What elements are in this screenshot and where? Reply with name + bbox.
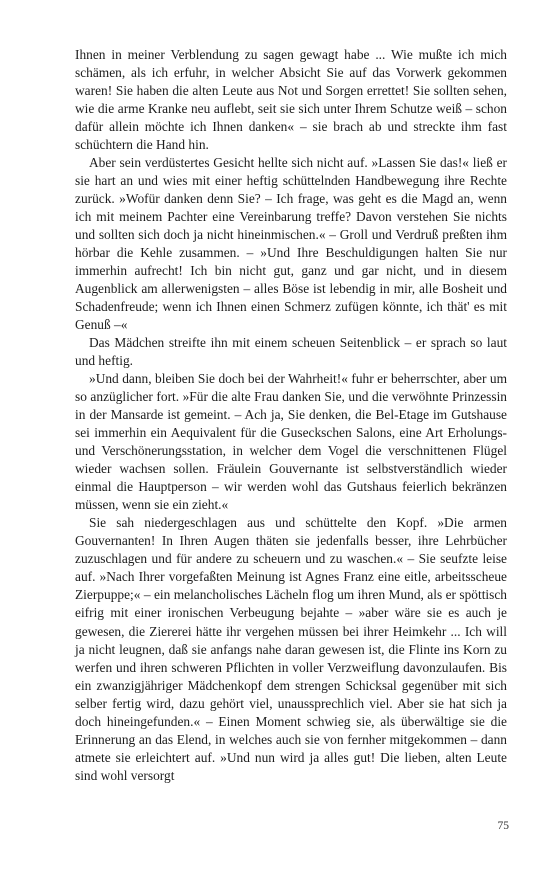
book-page-text	[75, 46, 507, 785]
paragraph-2: Aber sein verdüstertes Gesicht hellte sich nicht auf. »Lassen Sie das!« ließ er sie hart an und wies mit einer heftig schüttelnden Handbewegung ihre Rechte zurück. »Wofür danken denn Sie? – Ich frage, was geht es die Magd an, wenn ich mit meinem Pachter eine Vereinbarung treffe? Davon verstehen Sie nichts und sollten sich doch ja nicht hineinmischen.« – Groll und Verdruß preßten ihm hörbar die Kehle zusammen. – »Und Ihre Beschuldigungen halten Sie nur immerhin aufrecht! Ich bin nicht gut, ganz und gar nicht, und in diesem Augenblick am allerwenigsten – alles Böse ist lebendig in mir, alle Bosheit und Schadenfreude; wenn ich Ihnen einen Schmerz zufügen könnte, ich thät' es mit Genuß –«	[75, 155, 507, 333]
paragraph-3: Das Mädchen streifte ihn mit einem scheuen Seitenblick – er sprach so laut und heftig.	[75, 335, 507, 369]
paragraph-4: »Und dann, bleiben Sie doch bei der Wahrheit!« fuhr er beherrschter, aber um so anzüglicher fort. »Für die alte Frau danken Sie, und die verwöhnte Prinzessin in der Mansarde ist gemeint. – Ach ja, Sie denken, die Bel-Etage im Gutshause sei immerhin ein Aequivalent für die Guseckschen Salons, eine Art Erholungs- und Verschönerungsstation, in welcher dem Vogel die verschnittenen Flügel wieder wachsen sollen. Fräulein Gouvernante ist selbstverständlich wieder einmal die Hauptperson – wir werden wohl das Gutshaus feierlich bekränzen müssen, wenn sie ein zieht.«	[75, 371, 507, 513]
paragraph-5: Sie sah niedergeschlagen aus und schüttelte den Kopf. »Die armen Gouvernanten! In Ihren Augen thäten sie jedenfalls besser, ihre Lehrbücher zuzuschlagen und für andere zu scheuern und zu waschen.« – Sie seufzte leise auf. »Nach Ihrer vorgefaßten Meinung ist Agnes Franz eine eitle, arbeitsscheue Zierpuppe;« – ein melancholisches Lächeln flog um ihren Mund, als er spöttisch eifrig mit einer ironischen Verbeugung bejahte – »aber wäre sie es auch je gewesen, die Ziererei hätte ihr vergehen müssen bei ihrer Heimkehr ... Ich will ja nicht leugnen, daß sie anfangs nahe daran gewesen ist, die Flinte ins Korn zu werfen und ihren schweren Pflichten in voller Verzweiflung davonzulaufen. Bis ein zwanzigjähriger Mädchenkopf dem strengen Schicksal gegenüber mit sich selber fertig wird, dazu gehört viel, unaussprechlich viel. Aber sie hat sich ja doch hineingefunden.« – Einen Moment schwieg sie, als überwältige sie die Erinnerung an das Elend, in welches auch sie von fernher mitgekommen – dann atmete sie erleichtert auf. »Und nun wird ja alles gut! Die lieben, alten Leute sind wohl versorgt	[75, 515, 507, 783]
page-number: 75	[497, 820, 509, 832]
paragraph-1: Ihnen in meiner Verblendung zu sagen gewagt habe ... Wie mußte ich mich schämen, als ich erfuhr, in welcher Absicht Sie auf das Vorwerk gekommen waren! Sie haben die alten Leute aus Not und Sorgen errettet! Sie sollten sehen, wie die arme Kranke neu auflebt, seit sie sich unter Ihrem Schutze weiß – schon dafür allein möchte ich Ihnen danken« – sie brach ab und streckte ihm fast schüchtern die Hand hin.	[75, 47, 507, 153]
